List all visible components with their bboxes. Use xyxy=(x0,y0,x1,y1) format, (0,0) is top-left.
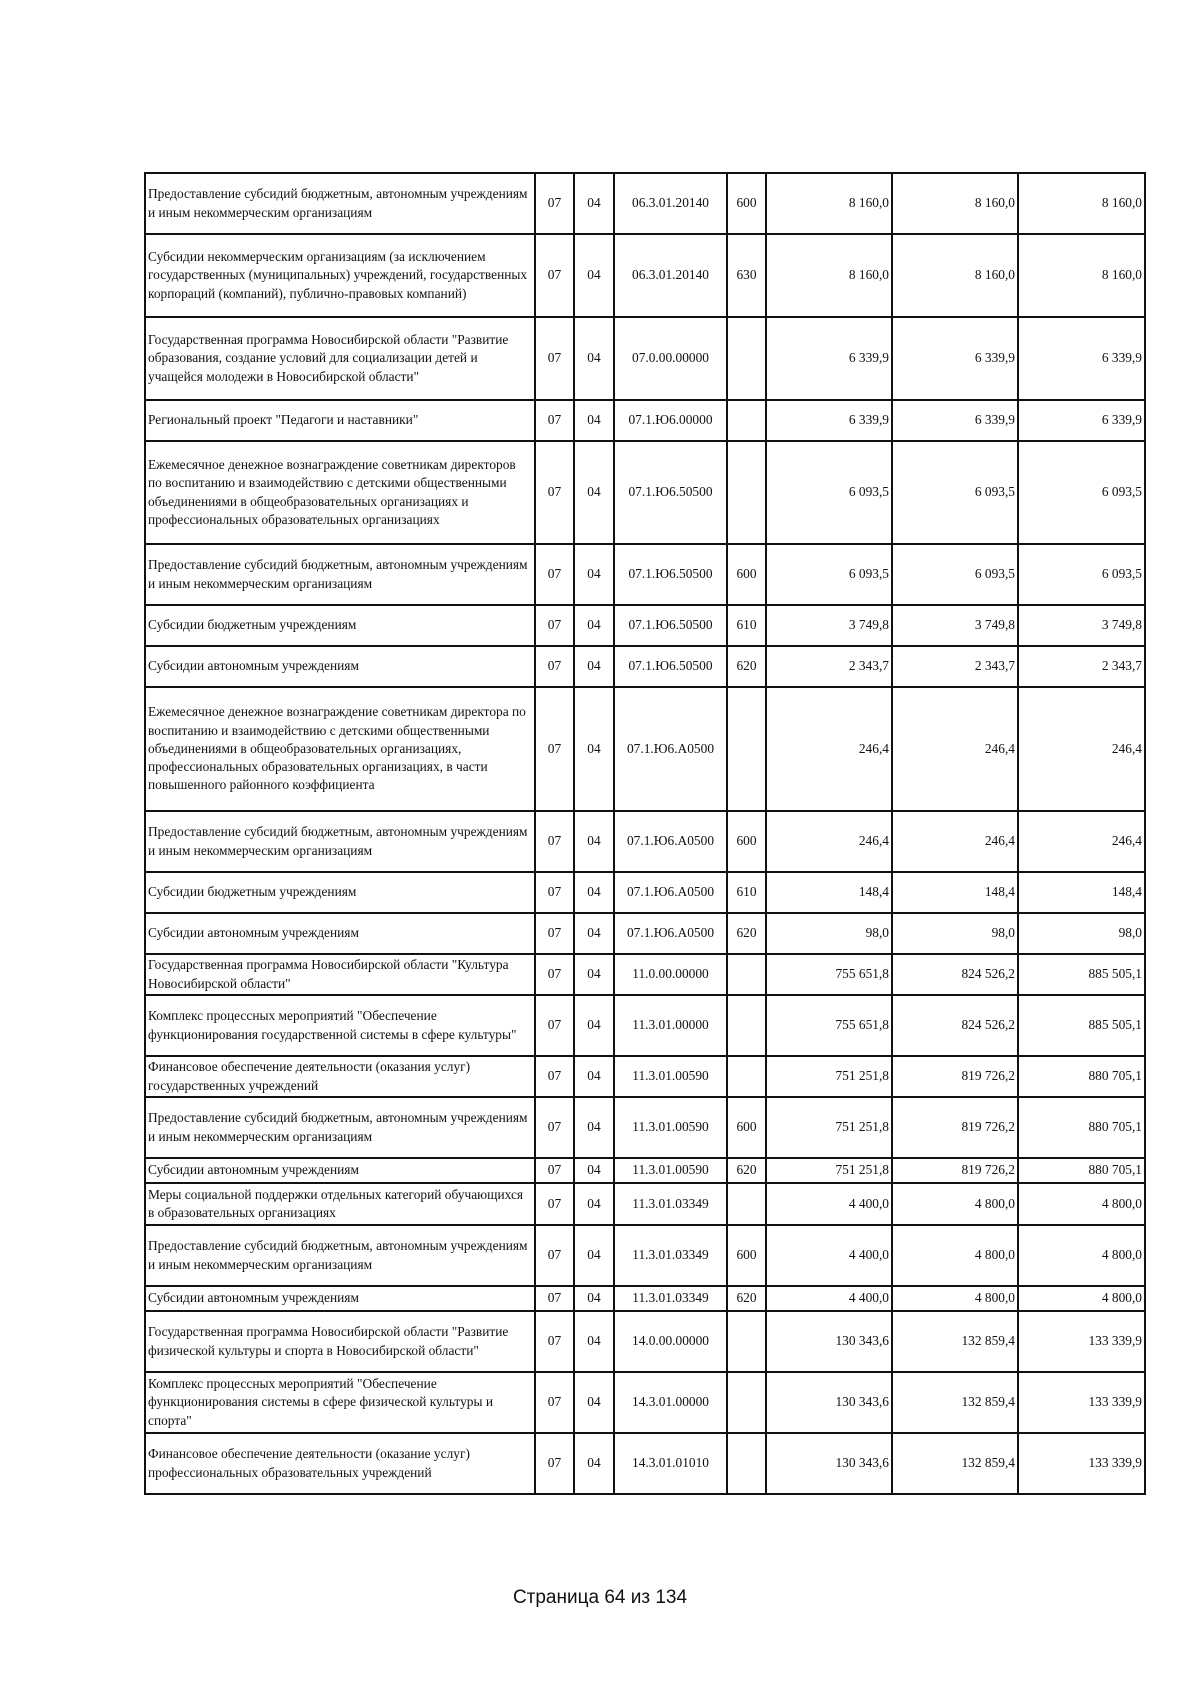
row-amount-year-2: 98,0 xyxy=(892,913,1018,954)
row-section: 07 xyxy=(535,811,574,872)
row-section: 07 xyxy=(535,1056,574,1097)
row-amount-year-3: 885 505,1 xyxy=(1018,995,1145,1056)
row-target-article: 07.1.Ю6.50500 xyxy=(614,646,727,687)
row-amount-year-3: 4 800,0 xyxy=(1018,1183,1145,1225)
table-row xyxy=(145,1311,1145,1372)
row-target-article: 07.1.Ю6.А0500 xyxy=(614,872,727,913)
row-amount-year-3: 6 093,5 xyxy=(1018,544,1145,605)
row-expense-type xyxy=(727,687,766,811)
row-subsection: 04 xyxy=(574,954,614,995)
row-expense-type: 620 xyxy=(727,1158,766,1183)
row-subsection: 04 xyxy=(574,1372,614,1433)
row-target-article: 07.1.Ю6.50500 xyxy=(614,441,727,544)
row-amount-year-3: 2 343,7 xyxy=(1018,646,1145,687)
row-name: Комплекс процессных мероприятий "Обеспечение функционирования государственной системы в сфере культуры" xyxy=(145,995,535,1056)
row-amount-year-3: 4 800,0 xyxy=(1018,1225,1145,1286)
row-name: Государственная программа Новосибирской области "Развитие физической культуры и спорта в Новосибирской области" xyxy=(145,1311,535,1372)
row-amount-year-3: 3 749,8 xyxy=(1018,605,1145,646)
row-section: 07 xyxy=(535,400,574,441)
row-target-article: 07.0.00.00000 xyxy=(614,317,727,400)
row-section: 07 xyxy=(535,646,574,687)
table-row xyxy=(145,173,1145,234)
table-row xyxy=(145,687,1145,811)
row-amount-year-2: 6 339,9 xyxy=(892,317,1018,400)
row-amount-year-3: 246,4 xyxy=(1018,687,1145,811)
row-subsection: 04 xyxy=(574,872,614,913)
row-amount-year-3: 880 705,1 xyxy=(1018,1158,1145,1183)
row-amount-year-2: 819 726,2 xyxy=(892,1097,1018,1158)
row-subsection: 04 xyxy=(574,687,614,811)
row-amount-year-2: 4 800,0 xyxy=(892,1183,1018,1225)
row-target-article: 07.1.Ю6.А0500 xyxy=(614,687,727,811)
row-name: Меры социальной поддержки отдельных категорий обучающихся в образовательных организациях xyxy=(145,1183,535,1225)
table-row xyxy=(145,544,1145,605)
row-subsection: 04 xyxy=(574,1097,614,1158)
row-amount-year-2: 246,4 xyxy=(892,811,1018,872)
row-section: 07 xyxy=(535,1225,574,1286)
row-amount-year-2: 3 749,8 xyxy=(892,605,1018,646)
row-amount-year-3: 885 505,1 xyxy=(1018,954,1145,995)
row-subsection: 04 xyxy=(574,1183,614,1225)
row-subsection: 04 xyxy=(574,1433,614,1494)
row-amount-year-1: 755 651,8 xyxy=(766,954,892,995)
row-amount-year-1: 130 343,6 xyxy=(766,1433,892,1494)
row-amount-year-1: 3 749,8 xyxy=(766,605,892,646)
row-name: Субсидии автономным учреждениям xyxy=(145,913,535,954)
row-amount-year-3: 133 339,9 xyxy=(1018,1311,1145,1372)
row-name: Ежемесячное денежное вознаграждение советникам директора по воспитанию и взаимодействию с детскими общественными объединениями в общеобразовательных организациях, профессиональных образовательных организациях, в части повышенного районного коэффициента xyxy=(145,687,535,811)
row-name: Субсидии некоммерческим организациям (за исключением государственных (муниципальных) учреждений, государственных корпораций (компаний), публично-правовых компаний) xyxy=(145,234,535,317)
row-amount-year-1: 98,0 xyxy=(766,913,892,954)
table-row xyxy=(145,317,1145,400)
row-name: Предоставление субсидий бюджетным, автономным учреждениям и иным некоммерческим организациям xyxy=(145,544,535,605)
row-target-article: 07.1.Ю6.50500 xyxy=(614,544,727,605)
row-amount-year-1: 6 339,9 xyxy=(766,400,892,441)
row-expense-type xyxy=(727,1056,766,1097)
row-name: Субсидии бюджетным учреждениям xyxy=(145,605,535,646)
row-amount-year-1: 246,4 xyxy=(766,811,892,872)
row-name: Субсидии бюджетным учреждениям xyxy=(145,872,535,913)
row-amount-year-3: 4 800,0 xyxy=(1018,1286,1145,1311)
row-amount-year-3: 8 160,0 xyxy=(1018,173,1145,234)
table-row xyxy=(145,1286,1145,1311)
row-amount-year-1: 4 400,0 xyxy=(766,1286,892,1311)
row-name: Субсидии автономным учреждениям xyxy=(145,646,535,687)
row-amount-year-1: 148,4 xyxy=(766,872,892,913)
row-section: 07 xyxy=(535,954,574,995)
table-row xyxy=(145,234,1145,317)
table-row xyxy=(145,1225,1145,1286)
row-amount-year-3: 133 339,9 xyxy=(1018,1433,1145,1494)
row-name: Финансовое обеспечение деятельности (оказания услуг) государственных учреждений xyxy=(145,1056,535,1097)
row-expense-type: 620 xyxy=(727,1286,766,1311)
row-name: Субсидии автономным учреждениям xyxy=(145,1286,535,1311)
row-subsection: 04 xyxy=(574,173,614,234)
row-section: 07 xyxy=(535,913,574,954)
row-amount-year-2: 132 859,4 xyxy=(892,1372,1018,1433)
row-section: 07 xyxy=(535,173,574,234)
row-amount-year-2: 4 800,0 xyxy=(892,1286,1018,1311)
row-expense-type: 630 xyxy=(727,234,766,317)
row-amount-year-1: 2 343,7 xyxy=(766,646,892,687)
row-target-article: 07.1.Ю6.А0500 xyxy=(614,811,727,872)
row-amount-year-2: 132 859,4 xyxy=(892,1433,1018,1494)
row-section: 07 xyxy=(535,1372,574,1433)
row-name: Региональный проект "Педагоги и наставники" xyxy=(145,400,535,441)
row-amount-year-2: 8 160,0 xyxy=(892,173,1018,234)
table-row xyxy=(145,1372,1145,1433)
row-expense-type xyxy=(727,995,766,1056)
row-expense-type: 600 xyxy=(727,811,766,872)
row-amount-year-1: 751 251,8 xyxy=(766,1056,892,1097)
row-expense-type xyxy=(727,1183,766,1225)
row-target-article: 11.3.01.00000 xyxy=(614,995,727,1056)
row-expense-type: 610 xyxy=(727,872,766,913)
row-amount-year-3: 880 705,1 xyxy=(1018,1056,1145,1097)
budget-table-body xyxy=(145,173,1145,1494)
row-amount-year-1: 130 343,6 xyxy=(766,1372,892,1433)
row-subsection: 04 xyxy=(574,995,614,1056)
row-name: Ежемесячное денежное вознаграждение советникам директоров по воспитанию и взаимодействию с детскими общественными объединениями в общеобразовательных организациях и профессиональных образовательных организациях xyxy=(145,441,535,544)
row-amount-year-2: 148,4 xyxy=(892,872,1018,913)
table-row xyxy=(145,811,1145,872)
table-row xyxy=(145,441,1145,544)
row-section: 07 xyxy=(535,605,574,646)
row-name: Субсидии автономным учреждениям xyxy=(145,1158,535,1183)
row-amount-year-1: 755 651,8 xyxy=(766,995,892,1056)
row-amount-year-3: 6 093,5 xyxy=(1018,441,1145,544)
table-row xyxy=(145,995,1145,1056)
row-subsection: 04 xyxy=(574,400,614,441)
row-target-article: 06.3.01.20140 xyxy=(614,234,727,317)
row-subsection: 04 xyxy=(574,544,614,605)
row-amount-year-2: 6 093,5 xyxy=(892,441,1018,544)
row-target-article: 11.3.01.03349 xyxy=(614,1183,727,1225)
row-target-article: 06.3.01.20140 xyxy=(614,173,727,234)
row-section: 07 xyxy=(535,1286,574,1311)
table-row xyxy=(145,1433,1145,1494)
row-expense-type: 600 xyxy=(727,1097,766,1158)
row-amount-year-1: 130 343,6 xyxy=(766,1311,892,1372)
row-target-article: 11.3.01.03349 xyxy=(614,1286,727,1311)
row-name: Государственная программа Новосибирской области "Культура Новосибирской области" xyxy=(145,954,535,995)
row-amount-year-1: 246,4 xyxy=(766,687,892,811)
row-section: 07 xyxy=(535,544,574,605)
row-name: Предоставление субсидий бюджетным, автономным учреждениям и иным некоммерческим организациям xyxy=(145,811,535,872)
row-amount-year-3: 98,0 xyxy=(1018,913,1145,954)
row-amount-year-2: 819 726,2 xyxy=(892,1158,1018,1183)
table-row xyxy=(145,1056,1145,1097)
row-expense-type xyxy=(727,1372,766,1433)
page-number: Страница 64 из 134 xyxy=(512,1587,688,1608)
row-expense-type: 620 xyxy=(727,913,766,954)
row-target-article: 11.3.01.00590 xyxy=(614,1158,727,1183)
row-amount-year-3: 246,4 xyxy=(1018,811,1145,872)
row-subsection: 04 xyxy=(574,441,614,544)
row-name: Предоставление субсидий бюджетным, автономным учреждениям и иным некоммерческим организациям xyxy=(145,173,535,234)
row-amount-year-2: 6 339,9 xyxy=(892,400,1018,441)
row-subsection: 04 xyxy=(574,811,614,872)
row-name: Предоставление субсидий бюджетным, автономным учреждениям и иным некоммерческим организациям xyxy=(145,1097,535,1158)
budget-table xyxy=(144,172,1146,1495)
row-amount-year-2: 4 800,0 xyxy=(892,1225,1018,1286)
row-subsection: 04 xyxy=(574,317,614,400)
row-subsection: 04 xyxy=(574,1286,614,1311)
row-section: 07 xyxy=(535,1311,574,1372)
table-row xyxy=(145,646,1145,687)
row-target-article: 14.3.01.00000 xyxy=(614,1372,727,1433)
row-subsection: 04 xyxy=(574,1056,614,1097)
row-amount-year-3: 148,4 xyxy=(1018,872,1145,913)
row-amount-year-1: 6 093,5 xyxy=(766,441,892,544)
table-row xyxy=(145,1183,1145,1225)
row-expense-type: 620 xyxy=(727,646,766,687)
table-row xyxy=(145,400,1145,441)
table-row xyxy=(145,1097,1145,1158)
row-target-article: 11.3.01.00590 xyxy=(614,1056,727,1097)
row-amount-year-3: 133 339,9 xyxy=(1018,1372,1145,1433)
row-amount-year-2: 824 526,2 xyxy=(892,995,1018,1056)
row-expense-type xyxy=(727,1433,766,1494)
row-amount-year-2: 824 526,2 xyxy=(892,954,1018,995)
row-section: 07 xyxy=(535,1433,574,1494)
row-expense-type: 600 xyxy=(727,173,766,234)
row-section: 07 xyxy=(535,995,574,1056)
row-expense-type xyxy=(727,441,766,544)
row-target-article: 11.3.01.00590 xyxy=(614,1097,727,1158)
row-name: Финансовое обеспечение деятельности (оказание услуг) профессиональных образовательных учреждений xyxy=(145,1433,535,1494)
row-subsection: 04 xyxy=(574,913,614,954)
row-amount-year-1: 751 251,8 xyxy=(766,1158,892,1183)
row-amount-year-1: 6 093,5 xyxy=(766,544,892,605)
row-expense-type xyxy=(727,954,766,995)
row-section: 07 xyxy=(535,687,574,811)
table-row xyxy=(145,1158,1145,1183)
table-row xyxy=(145,872,1145,913)
row-name: Предоставление субсидий бюджетным, автономным учреждениям и иным некоммерческим организациям xyxy=(145,1225,535,1286)
row-amount-year-1: 4 400,0 xyxy=(766,1225,892,1286)
row-expense-type: 600 xyxy=(727,544,766,605)
row-subsection: 04 xyxy=(574,646,614,687)
table-row xyxy=(145,954,1145,995)
row-target-article: 11.0.00.00000 xyxy=(614,954,727,995)
row-expense-type: 600 xyxy=(727,1225,766,1286)
row-expense-type xyxy=(727,400,766,441)
row-amount-year-1: 751 251,8 xyxy=(766,1097,892,1158)
row-target-article: 07.1.Ю6.00000 xyxy=(614,400,727,441)
row-amount-year-3: 6 339,9 xyxy=(1018,317,1145,400)
row-amount-year-2: 246,4 xyxy=(892,687,1018,811)
row-target-article: 11.3.01.03349 xyxy=(614,1225,727,1286)
row-amount-year-1: 8 160,0 xyxy=(766,173,892,234)
row-section: 07 xyxy=(535,1158,574,1183)
row-amount-year-2: 8 160,0 xyxy=(892,234,1018,317)
row-target-article: 14.0.00.00000 xyxy=(614,1311,727,1372)
row-expense-type: 610 xyxy=(727,605,766,646)
row-expense-type xyxy=(727,1311,766,1372)
row-section: 07 xyxy=(535,317,574,400)
row-section: 07 xyxy=(535,234,574,317)
row-target-article: 07.1.Ю6.50500 xyxy=(614,605,727,646)
row-amount-year-1: 8 160,0 xyxy=(766,234,892,317)
row-amount-year-2: 6 093,5 xyxy=(892,544,1018,605)
table-row xyxy=(145,605,1145,646)
table-row xyxy=(145,913,1145,954)
row-name: Комплекс процессных мероприятий "Обеспечение функционирования системы в сфере физической культуры и спорта" xyxy=(145,1372,535,1433)
row-amount-year-3: 880 705,1 xyxy=(1018,1097,1145,1158)
row-section: 07 xyxy=(535,441,574,544)
row-amount-year-3: 8 160,0 xyxy=(1018,234,1145,317)
row-subsection: 04 xyxy=(574,1158,614,1183)
row-subsection: 04 xyxy=(574,1225,614,1286)
row-amount-year-1: 4 400,0 xyxy=(766,1183,892,1225)
row-target-article: 07.1.Ю6.А0500 xyxy=(614,913,727,954)
row-target-article: 14.3.01.01010 xyxy=(614,1433,727,1494)
row-section: 07 xyxy=(535,1097,574,1158)
row-amount-year-2: 819 726,2 xyxy=(892,1056,1018,1097)
row-subsection: 04 xyxy=(574,234,614,317)
row-amount-year-2: 132 859,4 xyxy=(892,1311,1018,1372)
row-amount-year-1: 6 339,9 xyxy=(766,317,892,400)
row-section: 07 xyxy=(535,1183,574,1225)
row-subsection: 04 xyxy=(574,605,614,646)
row-amount-year-3: 6 339,9 xyxy=(1018,400,1145,441)
row-section: 07 xyxy=(535,872,574,913)
row-amount-year-2: 2 343,7 xyxy=(892,646,1018,687)
row-subsection: 04 xyxy=(574,1311,614,1372)
row-expense-type xyxy=(727,317,766,400)
row-name: Государственная программа Новосибирской области "Развитие образования, создание условий для социализации детей и учащейся молодежи в Новосибирской области" xyxy=(145,317,535,400)
